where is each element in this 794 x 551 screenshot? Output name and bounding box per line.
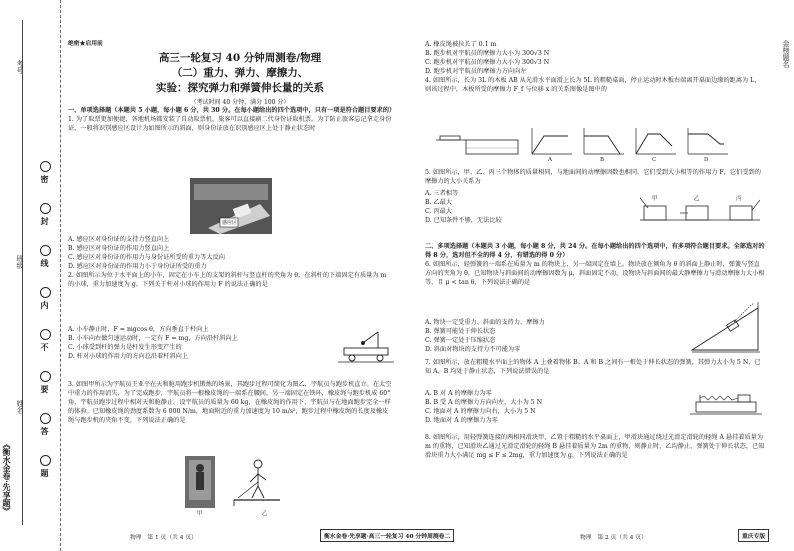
- seal-circle: [40, 329, 51, 340]
- label-class: 班级: [16, 255, 24, 269]
- question-6: 6. 如图所示，轻弹簧的一端系在质量为 m 的物块上，另一端固定在墙上。物块放在倾角为 θ 的斜面上静止时，弹簧与竖直方向的夹角为 θ，已知物块与斜面间的动摩擦因数为 μ，斜面固定不动。设物块与斜面间的最大静摩擦力与滑动摩擦力大小相等，且 μ < tan θ，下列说法正确的是: [425, 261, 765, 287]
- question-1: 1. 为了取票更加便捷，各地机场都安装了自动取票机，旅客可以直接刷二代身份证取机票。为了防止旅客忘记拿走身份证，一般将识别感应区设计为如图所示的斜面，则身份证放在识别感应区上处于静止状态时: [68, 116, 392, 133]
- seal-word: 题: [40, 469, 50, 477]
- q3-option-a: A. 橡皮绳被拉长了 0.1 m: [425, 41, 497, 48]
- q5-option-d: D. 已知条件不够，无法比较: [425, 217, 502, 225]
- q3-option-b: B. 跑步机对宇航员的摩擦力大小为 300√3 N: [425, 50, 550, 58]
- seal-word: 线: [40, 259, 50, 267]
- q2-option-b: B. 小车向右做匀速运动时，一定有 F = mg，方向沿杆斜向上: [68, 335, 238, 343]
- q5-blocks-figure: [640, 194, 760, 224]
- q1-option-b: B. 感应区对身份证的作用力竖直向上: [68, 245, 170, 253]
- left-column: [68, 40, 393, 48]
- q7-block: [425, 358, 765, 376]
- question-2: 2. 如图所示为位于水平面上的小车，固定在小车上的支架的斜杆与竖直杆的夹角为 θ，在斜杆的下端固定有质量为 m 的小球，重力加速度为 g。下列关于杆对小球的作用力 F 的说法正确的是: [68, 272, 387, 289]
- confidential-mark: 绝密★启用前: [68, 41, 103, 47]
- q1-options: [68, 235, 394, 289]
- q5-option-a: A. 三者相等: [425, 190, 459, 197]
- seal-circle: [40, 161, 51, 172]
- seal-word: 要: [40, 385, 50, 393]
- q6-option-a: A. 物块一定受重力、斜面的支持力、摩擦力: [425, 319, 545, 326]
- q7-option-b: B. B 受 A 的摩擦力方向向左，大小为 5 N: [425, 399, 543, 407]
- subtitle-2: 实验：探究弹力和弹簧伸长量的关系: [156, 82, 324, 94]
- q7-option-d: D. 地面对 A 的摩擦力为零: [425, 417, 498, 425]
- seal-word: 封: [40, 217, 50, 225]
- right-column: [425, 40, 765, 94]
- section-2-block: [425, 242, 765, 287]
- q7-options: [425, 389, 675, 425]
- seal-circle: [40, 203, 51, 214]
- q2-option-c: C. 小球受到杆的弹力是杆发生形变产生的: [68, 344, 182, 352]
- motto-vertical: 金榜题名: [782, 40, 790, 68]
- q3-option-d: D. 跑步机对宇航员的摩擦力方向向左: [425, 68, 527, 76]
- q7-option-c: C. 地面对 A 的摩擦力向右，大小为 5 N: [425, 408, 536, 416]
- q3-option-c: C. 跑步机对宇航员的摩擦力大小为 300√3 N: [425, 59, 550, 67]
- sensor-area-label: 感应区: [222, 220, 238, 226]
- left-questions: [68, 106, 394, 133]
- question-8: 8. 如图所示，用轻弹簧连接的两相同滑块甲、乙置于粗糙的水平桌面上，甲滑块通过绕过光滑定滑轮的轻绳 A 悬挂着质量为 m 的重物，已知滑块乙通过光滑定滑轮的轻绳 B 悬挂着质量为 2m 的重物，则静止时，乙均静止，弹簧处于伸长状态，已知滑块重力大小满足 mg ≤ F ≤ 2mg，重力加速度为 g，下列说法正确的是: [425, 434, 765, 460]
- q6-options: [425, 318, 680, 354]
- seal-circle: [40, 245, 51, 256]
- q4-graph-c: [632, 126, 678, 163]
- seal-circle: [40, 371, 51, 382]
- q2-option-d: D. 杆对小球的作用力的方向总沿着杆斜向上: [68, 353, 189, 361]
- q6-option-b: B. 弹簧可能处于伸长状态: [425, 328, 496, 336]
- q3-diagram-figure: [232, 458, 282, 517]
- exam-info: （考试时间 40 分钟，满分 100 分）: [190, 99, 290, 106]
- q4-board-figure: [436, 128, 522, 158]
- q2-option-a: A. 小车静止时，F = mgcos θ，方向垂直于杆向上: [68, 326, 209, 333]
- subtitle-1: （二）重力、弹力、摩擦力、: [171, 67, 309, 79]
- q6-incline-figure: [690, 300, 762, 354]
- q4-option-label-d: D: [704, 157, 709, 163]
- question-3: 3. 如图甲所示为宇航员王亚平在天和舱用跑步机锻炼的场景，其跑步过程可简化为图乙，宇航员与跑步机直立。在太空中重力的作用消失，为了完成跑步，宇航员将一根橡皮绳的一端系在腰间，另一端固定在铁环，橡皮绳与跑步机成 60° 角，宇航员跑步过程中相对天和舱静止。设宇航员的质量为 60 kg，在橡皮绳的作用下，宇航员与在地面跑步完全一样的体验。已知橡皮绳的劲度系数为 6 000 N/m，地面附近的重力加速度为 10 m/s²，跑步过程中橡皮绳的长度及橡皮绳与跑步机的夹角不变，下列说法正确的是: [68, 381, 392, 425]
- q4-option-label-c: C: [652, 157, 657, 163]
- q5-block: [425, 168, 765, 186]
- q7-option-a: A. B 对 A 的摩擦力为零: [425, 390, 492, 397]
- q1-figure: [190, 178, 272, 234]
- question-7: 7. 如图所示，放在粗糙水平面上的物体 A 上叠着物体 B。A 和 B 之间有一根处于伸长状态的弹簧，其弹力大小为 5 N，已知 A、B 均处于静止状态，下列说法错误的是: [425, 359, 761, 376]
- q2-options: [68, 325, 330, 361]
- q5-label-yi: 乙: [694, 196, 700, 202]
- q5-option-c: C. 丙最大: [425, 208, 453, 216]
- q6-option-c: C. 弹簧一定处于压缩状态: [425, 337, 496, 345]
- footer-page-1: 物理 第 1 页（共 4 页）: [130, 535, 197, 541]
- q5-options: [425, 189, 625, 225]
- q3-label-yi: 乙: [262, 511, 268, 517]
- seal-word: 密: [40, 175, 50, 183]
- fill-line: [22, 20, 24, 525]
- q4-graph-d: [684, 126, 730, 163]
- label-exam-number: 考号: [16, 60, 24, 74]
- q2-cart-figure: [338, 328, 394, 364]
- seal-word: 答: [40, 427, 50, 435]
- q1-option-d: D. 感应区对身份证的作用力小于身份证所受的重力: [68, 263, 207, 271]
- q5-label-bing: 丙: [736, 196, 742, 202]
- seal-circle: [40, 413, 51, 424]
- seal-circle: [40, 455, 51, 466]
- q4-graph-a: [528, 126, 574, 163]
- question-5: 5. 如图所示，甲、乙、丙三个物体的质量相同，与地面间的动摩擦因数也相同，它们受到大小相等的作用力 F，它们受到的摩擦力的大小关系为: [425, 169, 761, 186]
- series-brand-vertical: 《衡水金卷·先享题》: [2, 440, 12, 515]
- q5-label-jia: 甲: [652, 196, 658, 202]
- footer-series: 衡水金卷·先享题·高三一轮复习 40 分钟周测卷二: [320, 529, 454, 542]
- q7-spring-figure: [690, 392, 762, 416]
- q4-option-label-b: B: [600, 157, 605, 163]
- q8-block: [425, 433, 765, 460]
- q4-option-label-a: A: [548, 157, 552, 163]
- q1-option-a: A. 感应区对身份证的支持力竖直向上: [68, 236, 170, 243]
- q5-option-b: B. 乙最大: [425, 199, 453, 207]
- page-title: 高三一轮复习 40 分钟周测卷/物理: [158, 52, 322, 64]
- seal-circle: [40, 287, 51, 298]
- edition-badge: 重庆专版: [738, 529, 769, 542]
- q4-graph-b: [580, 126, 626, 163]
- q6-option-d: D. 斜面对物块的支持力不可能为零: [425, 346, 521, 354]
- q3-stem: [68, 380, 394, 425]
- section-single-choice: 一、单项选择题（本题共 5 小题，每小题 6 分，共 30 分。在每小题给出的四个选项中，只有一项是符合题目要求的）: [68, 107, 396, 114]
- seal-word: 不: [40, 343, 50, 351]
- q1-option-c: C. 感应区对身份证的作用力与身份证所受的重力等大反向: [68, 254, 225, 262]
- footer-page-2: 物理 第 2 页（共 4 页）: [580, 535, 647, 541]
- q3-photo-figure: [185, 456, 215, 517]
- q3-label-jia: 甲: [197, 511, 203, 517]
- question-4: 4. 如图所示，长为 3L 的木板 AB 从光滑水平面滑上长为 5L 的粗糙桌面，停止运动时木板右端离开桌面边缘的距离为 L，则该过程中，木板所受的摩擦力 F_f 与位移 x 的关系图像是图中的: [425, 77, 761, 94]
- seal-word: 内: [40, 301, 50, 309]
- section-multiple-choice: 二、多项选择题（本题共 3 小题，每小题 8 分，共 24 分。在每小题给出的四个选项中，有多项符合题目要求。全部选对的得 8 分，选对但不全的得 4 分，有错选的得 0 分）: [425, 243, 765, 260]
- label-name: 姓名: [16, 400, 24, 414]
